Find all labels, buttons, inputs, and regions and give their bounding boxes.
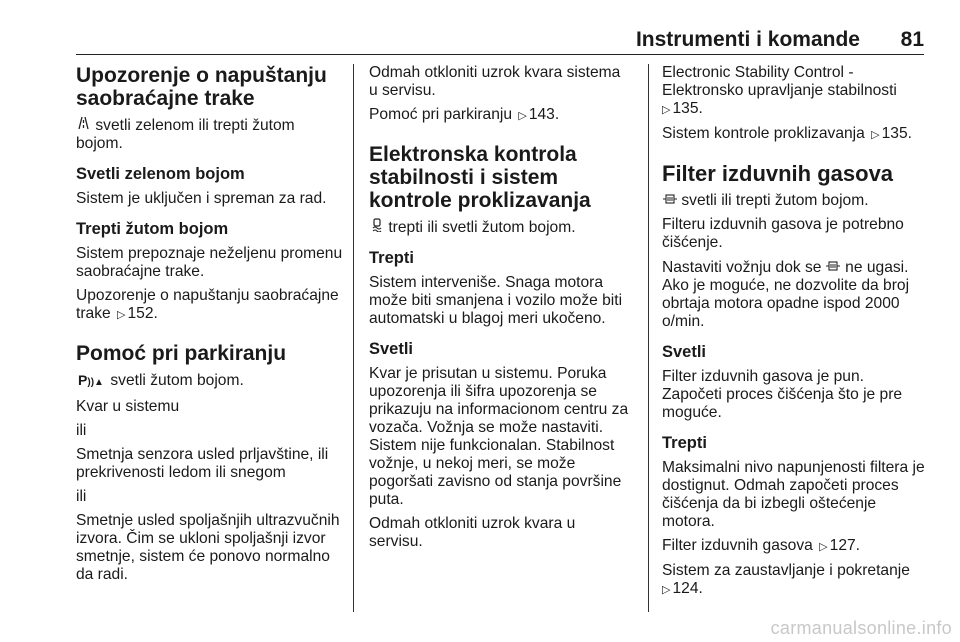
heading-green: Svetli zelenom bojom: [76, 165, 245, 183]
column-1: [76, 64, 344, 590]
heading-blinks: Trepti: [369, 249, 414, 267]
paragraph: Sistem interveniše. Snaga motora može biti smanjena i vozilo može biti automatski u blagoj meri ukočeno.: [369, 274, 623, 327]
paragraph: Smetnje usled spoljašnjih ultrazvučnih izvora. Čim se ukloni spoljašnji izvor smetnje, sistem će ponovo normalno da radi.: [76, 512, 340, 583]
heading-parking-assist: Pomoć pri parkiranju: [76, 342, 287, 365]
paragraph: P))▲ svetli žutom bojom.: [76, 371, 344, 392]
paragraph: Upozorenje o napuštanju saobraćajne trake ▷ 152.: [76, 287, 339, 322]
exhaust-filter-icon: [826, 258, 841, 276]
page-reference[interactable]: 135.: [672, 100, 703, 117]
paragraph: Filteru izduvnih gasova je potrebno čišćenje.: [662, 216, 904, 251]
watermark: carmanualsonline.info: [770, 618, 952, 638]
paragraph: Sistem za zaustavljanje i pokretanje ▷ 124.: [662, 562, 910, 597]
paragraph: Maksimalni nivo napunjenosti filtera je dostignut. Odmah započeti proces čišćenja da bi izbegli oštećenje motora.: [662, 459, 925, 530]
heading-lit: Svetli: [662, 343, 707, 361]
reference-arrow-icon: ▷: [662, 584, 671, 596]
reference-arrow-icon: ▷: [518, 110, 527, 122]
paragraph: Odmah otkloniti uzrok kvara u servisu.: [369, 515, 576, 550]
heading-exhaust-filter: Filter izduvnih gasova: [662, 161, 894, 186]
paragraph: Kvar u sistemu: [76, 398, 180, 415]
page-header: [76, 28, 924, 55]
paragraph: Electronic Stability Control - Elektronsko upravljanje stabilnosti ▷ 135.: [662, 64, 897, 117]
page-reference[interactable]: 143.: [528, 106, 560, 123]
paragraph: svetli zelenom ili trepti žutom bojom.: [76, 117, 295, 152]
parking-assist-icon: P))▲: [78, 372, 104, 388]
paragraph: Odmah otkloniti uzrok kvara sistema u servisu.: [369, 64, 621, 99]
reference-arrow-icon: ▷: [117, 309, 126, 321]
paragraph: Sistem kontrole proklizavanja ▷ 135.: [662, 125, 912, 142]
lane-departure-icon: [76, 116, 91, 134]
paragraph: Sistem je uključen i spreman za rad.: [76, 190, 327, 207]
page-reference[interactable]: 152.: [127, 305, 158, 322]
column-3: [662, 64, 926, 605]
paragraph: ili: [76, 488, 87, 505]
paragraph: Filter izduvnih gasova ▷ 127.: [662, 537, 860, 554]
page-number: 81: [900, 28, 924, 51]
paragraph: Nastaviti vožnju dok se ne ugasi. Ako je moguće, ne dozvolite da broj obrtaja motora opadne ispod 2000 o/min.: [662, 259, 910, 330]
heading-stability-control: Elektronska kontrola stabilnosti i sistem kontrole proklizavanja: [369, 143, 591, 212]
exhaust-filter-icon: [662, 191, 677, 209]
paragraph: svetli ili trepti žutom bojom.: [662, 191, 926, 210]
heading-lit: Svetli: [369, 340, 414, 358]
header-title: Instrumenti i komande: [635, 28, 860, 51]
paragraph: Kvar je prisutan u sistemu. Poruka upozorenja ili šifra upozorenja se prikazuju na informacionom centru za vozača. Vožnja se može nastaviti. Sistem nije funkcionalan. Stabilnost vožnje, u nekoj meri, se može pogoršati zavisno od stanja površine puta.: [369, 365, 629, 508]
paragraph: trepti ili svetli žutom bojom.: [369, 218, 633, 237]
heading-yellow: Trepti žutom bojom: [76, 220, 229, 238]
paragraph: Sistem prepoznaje neželjenu promenu saobraćajne trake.: [76, 245, 343, 280]
paragraph: ili: [76, 422, 87, 439]
page-reference[interactable]: 135.: [881, 125, 912, 142]
reference-arrow-icon: ▷: [871, 129, 880, 141]
column-2: [369, 64, 633, 557]
paragraph: Pomoć pri parkiranju ▷ 143.: [369, 106, 560, 123]
reference-arrow-icon: ▷: [819, 541, 828, 553]
reference-arrow-icon: ▷: [662, 104, 671, 116]
heading-lane-departure: Upozorenje o napuštanju saobraćajne trake: [76, 64, 327, 110]
heading-blinks: Trepti: [662, 434, 707, 452]
stability-control-icon: [369, 218, 384, 236]
page-reference[interactable]: 127.: [829, 537, 860, 554]
paragraph: Filter izduvnih gasova je pun. Započeti proces čišćenja što je pre moguće.: [662, 368, 903, 421]
column-divider: [648, 64, 649, 612]
column-divider: [353, 64, 354, 612]
page-reference[interactable]: 124.: [672, 580, 703, 597]
paragraph: Smetnja senzora usled prljavštine, ili prekrivenosti ledom ili snegom: [76, 446, 329, 481]
